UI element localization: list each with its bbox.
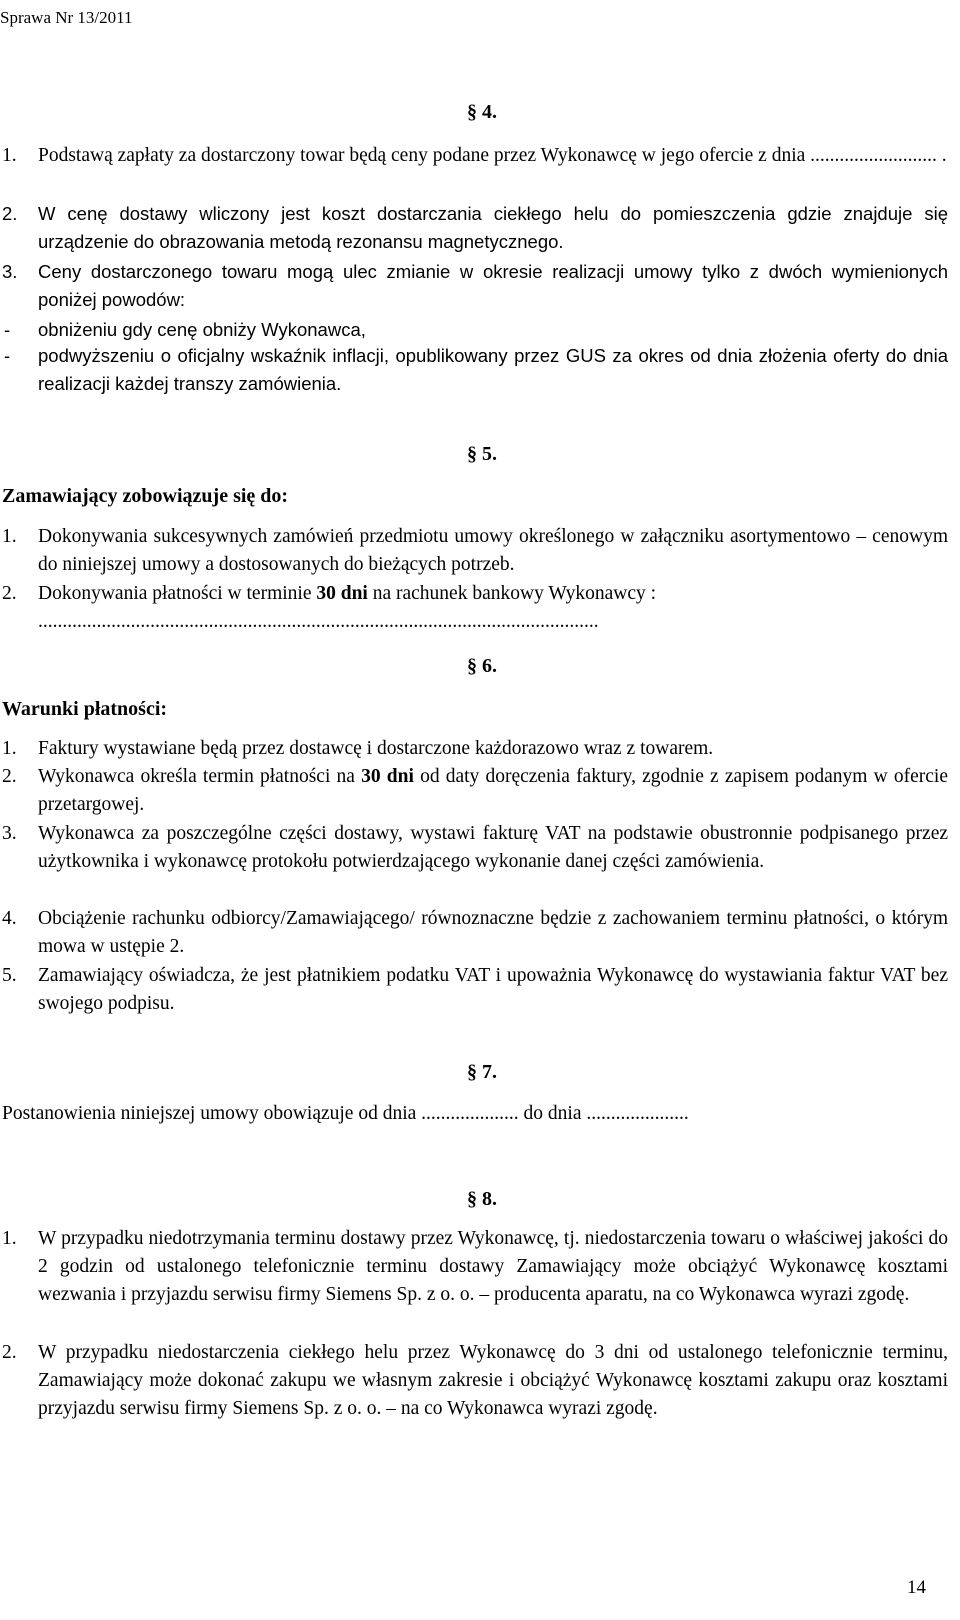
section-4-heading: § 4. [467,101,497,123]
s6-item-2-text: Wykonawca określa termin płatności na 30 dni od daty doręczenia faktury, zgodnie z zapisem podanym w ofercie przetargowej. [38,766,949,815]
s4-item-3-number: 3. [2,261,18,282]
s4-dash-1-text: obniżeniu gdy cenę obniży Wykonawca, [38,319,366,340]
s6-item-5-text: Zamawiający oświadcza, że jest płatnikiem podatku VAT i upoważnia Wykonawcę do wystawiania faktur VAT bez swojego podpisu. [38,965,948,1014]
s4-dash-1 [4,316,948,344]
s5-item-1-text: Dokonywania sukcesywnych zamówień przedmiotu umowy określonego w załączniku asortymentowo – cenowym do niniejszej umowy a dostosowanych do bieżących potrzeb. [38,526,948,575]
s8-item-1-text: W przypadku niedotrzymania terminu dostawy przez Wykonawcę, tj. niedostarczenia towaru o właściwej jakości do 2 godzin od ustalonego telefonicznie terminu dostawy Zamawiający może obciążyć Wykonawcę kosztami wezwania i przyjazdu serwisu firmy Siemens Sp. z o. o. – producenta aparatu, na co Wykonawca wyrazi zgodę. [38,1228,948,1305]
s6-item-4 [2,905,948,961]
s6-item-1 [2,735,948,763]
section-8-heading: § 8. [467,1188,497,1210]
s8-item-2-number: 2. [2,1342,17,1363]
s5-item-2 [2,580,948,608]
payment-term-30-days: 30 dni [361,766,414,787]
s6-item-4-number: 4. [2,908,17,929]
s5-item-2-text: Dokonywania płatności w terminie 30 dni na rachunek bankowy Wykonawcy : [38,583,657,604]
section-7-heading: § 7. [467,1061,497,1083]
s5-bank-account-dots: ................................................................................................................... [38,611,599,632]
s6-item-3-text: Wykonawca za poszczególne części dostawy, wystawi fakturę VAT na podstawie obustronnie podpisanego przez użytkownika i wykonawcę protokołu potwierdzającego wykonanie danej części zamówienia. [38,823,948,872]
s4-item-2-number: 2. [2,203,18,224]
dash-marker: - [4,319,11,340]
s6-item-1-text: Faktury wystawiane będą przez dostawcę i dostarczone każdorazowo wraz z towarem. [38,738,714,759]
s4-item-2 [2,200,948,256]
payment-term-30-days: 30 dni [316,583,368,604]
s4-item-1-text: Podstawą zapłaty za dostarczony towar będą ceny podane przez Wykonawcę w jego ofercie z dnia .......................... . [38,145,947,166]
s4-item-3-text: Ceny dostarczonego towaru mogą ulec zmianie w okresie realizacji umowy tylko z dwóch wymienionych poniżej powodów: [38,261,948,310]
s4-item-3 [2,258,948,314]
page-number: 14 [907,1577,926,1598]
s8-item-2-text: W przypadku niedostarczenia ciekłego helu przez Wykonawcę do 3 dni od ustalonego telefonicznie terminu, Zamawiający może dokonać zakupu we własnym zakresie i obciążyć Wykonawcę kosztami zakupu oraz kosztami przyjazdu serwisu firmy Siemens Sp. z o. o. – na co Wykonawca wyrazi zgodę. [38,1342,948,1419]
s6-item-5-number: 5. [2,965,17,986]
s5-item-1 [2,523,948,579]
s5-item-1-number: 1. [2,526,17,547]
s5-item-2-number: 2. [2,583,17,604]
s7-text: Postanowienia niniejszej umowy obowiązuje od dnia .................... do dnia ..................... [2,1103,689,1124]
s6-item-2 [2,763,948,819]
document-case-number: Sprawa Nr 13/2011 [0,8,133,27]
s6-item-4-text: Obciążenie rachunku odbiorcy/Zamawiającego/ równoznaczne będzie z zachowaniem terminu płatności, o którym mowa w ustępie 2. [38,908,948,957]
s8-item-1-number: 1. [2,1228,17,1249]
s6-item-3 [2,820,948,876]
s8-item-2 [2,1339,948,1423]
section-5-title: Zamawiający zobowiązuje się do: [2,485,289,507]
s8-item-1 [2,1225,948,1309]
s4-dash-2 [4,342,948,398]
s6-item-2-number: 2. [2,766,17,787]
section-6-title: Warunki płatności: [2,698,168,720]
s6-item-5 [2,962,948,1018]
section-6-heading: § 6. [467,655,497,677]
section-5-heading: § 5. [467,443,497,465]
s6-item-1-number: 1. [2,738,17,759]
s4-item-1 [2,142,948,170]
s6-item-3-number: 3. [2,823,17,844]
s4-dash-2-text: podwyższeniu o oficjalny wskaźnik inflacji, opublikowany przez GUS za okres od dnia złożenia oferty do dnia realizacji każdej transzy zamówienia. [38,345,948,394]
dash-marker: - [4,345,11,366]
s4-item-2-text: W cenę dostawy wliczony jest koszt dostarczania ciekłego helu do pomieszczenia gdzie znajduje się urządzenie do obrazowania metodą rezonansu magnetycznego. [38,203,948,252]
s4-item-1-number: 1. [2,145,17,166]
